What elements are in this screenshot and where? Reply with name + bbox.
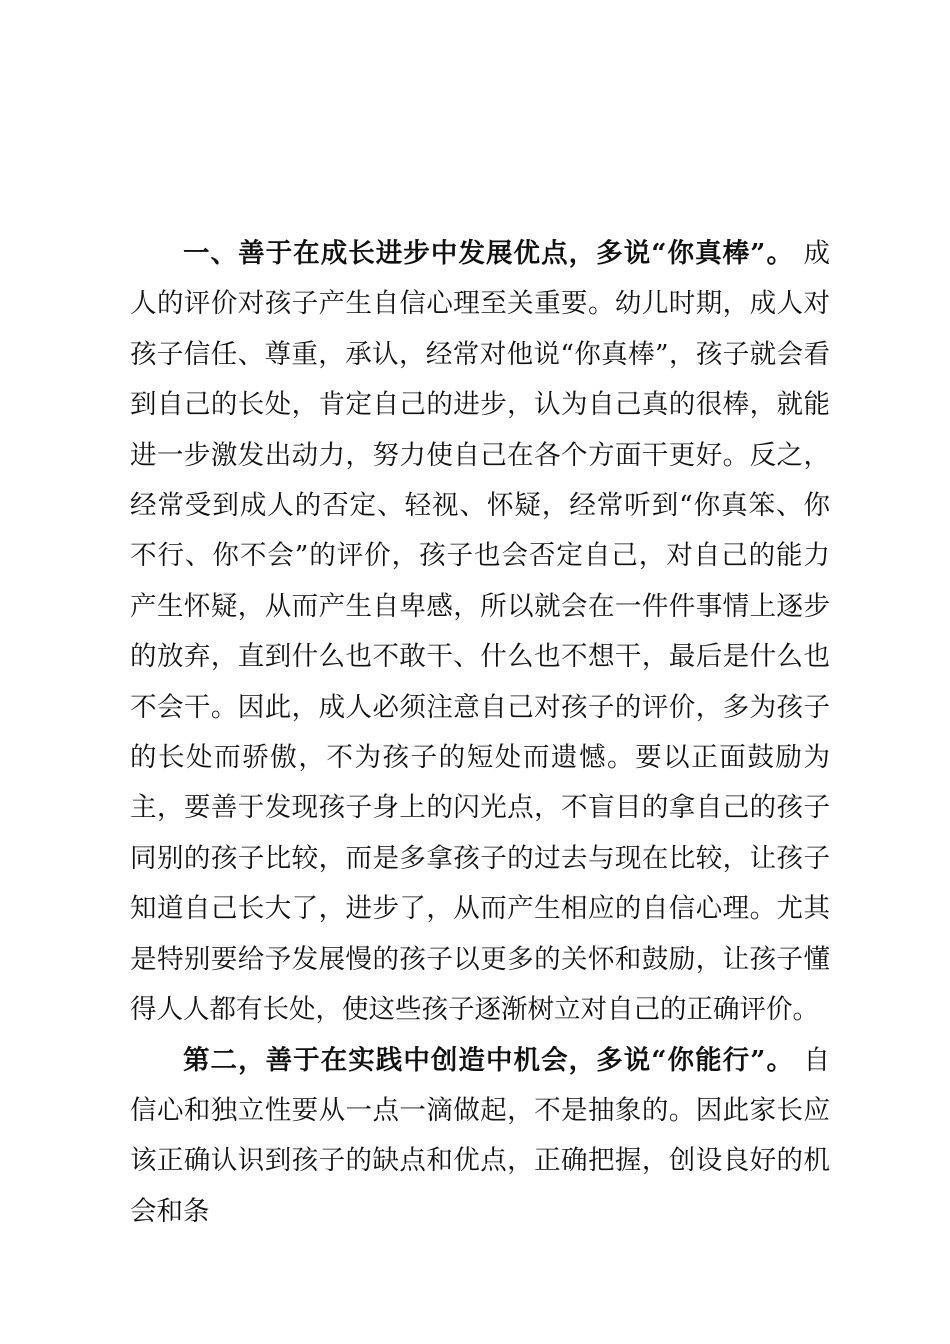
- paragraph-2-heading: 第二，善于在实践中创造中机会，多说“你能行”。: [183, 1044, 795, 1076]
- paragraph-1: [130, 229, 830, 1036]
- document-page: [130, 229, 830, 1237]
- paragraph-1-heading: 一、善于在成长进步中发展优点，多说“你真棒”。: [183, 238, 795, 269]
- paragraph-1-body: 成人的评价对孩子产生自信心理至关重要。幼儿时期，成人对孩子信任、尊重，承认，经常对他说“你真棒”，孩子就会看到自己的长处，肯定自己的进步，认为自己真的很棒，就能进一步激发出动力，努力使自己在各个方面干更好。反之，经常受到成人的否定、轻视、怀疑，经常听到“你真笨、你不行、你不会”的评价，孩子也会否定自己，对自己的能力产生怀疑，从而产生自卑感，所以就会在一件件事情上逐步的放弃，直到什么也不敢干、什么也不想干，最后是什么也不会干。因此，成人必须注意自己对孩子的评价，多为孩子的长处而骄傲，不为孩子的短处而遗憾。要以正面鼓励为主，要善于发现孩子身上的闪光点，不盲目的拿自己的孩子同别的孩子比较，而是多拿孩子的过去与现在比较，让孩子知道自己长大了，进步了，从而产生相应的自信心理。尤其是特别要给予发展慢的孩子以更多的关怀和鼓励，让孩子懂得人人都有长处，使这些孩子逐渐树立对自己的正确评价。: [130, 238, 830, 1026]
- paragraph-2: [130, 1036, 830, 1238]
- paragraph-2-body: 自信心和独立性要从一点一滴做起，不是抽象的。因此家长应该正确认识到孩子的缺点和优点，正确把握，创设良好的机会和条: [130, 1044, 830, 1227]
